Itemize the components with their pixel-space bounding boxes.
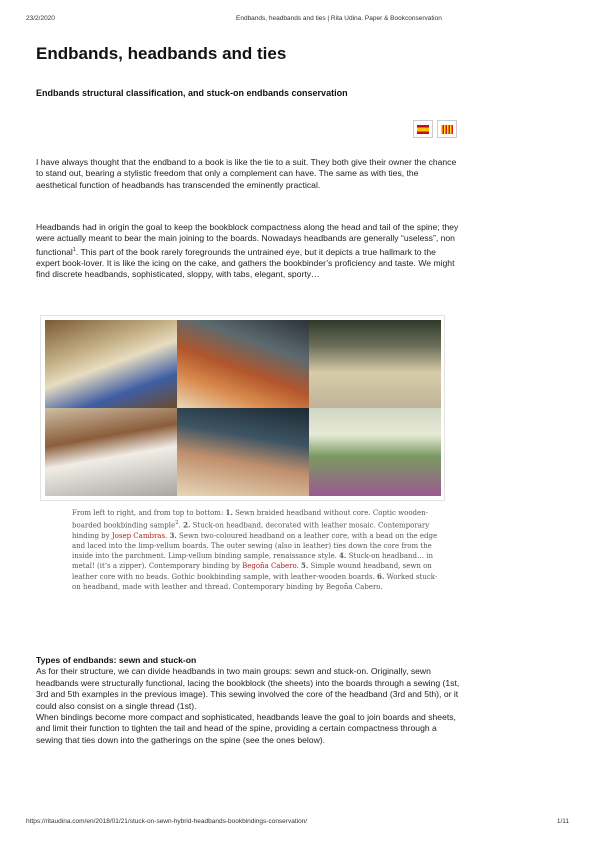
photo-two-coloured-headband[interactable] <box>309 320 441 408</box>
print-date: 23/2/2020 <box>26 15 55 22</box>
photo-zipper-headband[interactable] <box>45 408 177 496</box>
photo-worked-headband[interactable] <box>309 408 441 496</box>
section-heading: Types of endbands: sewn and stuck-on <box>36 655 197 665</box>
photo-braided-headband[interactable] <box>45 320 177 408</box>
page-number: 1/11 <box>556 818 569 825</box>
footnote-ref-2[interactable]: 2 <box>175 520 179 527</box>
section-paragraph-2: When bindings become more compact and sophisticated, headbands leave the goal to join boards and sheets, and limit their function to tighten the tail and head of the spine, providing a certain compactness through a sewing that ties down into the gatherings on the spine (see the ones below). <box>36 712 456 745</box>
print-page-title: Endbands, headbands and ties | Rita Udina. Paper & Bookconservation <box>236 15 442 22</box>
article-title: Endbands, headbands and ties <box>36 44 287 63</box>
article-subtitle: Endbands structural classification, and stuck-on endbands conservation <box>36 88 348 98</box>
second-paragraph: Headbands had in origin the goal to keep the bookblock compactness along the head and tail of the spine; they were actually meant to bear the main joining to the boards. Nowadays headbands are generally “useless”, non functional$^1$. This part of the book rarely foregrounds the untrained eye, but it depicts a true hallmark to the expert book-lover. It is like the icing on the cake, and gathers the bookbinder’s proficiency and taste. We might find discrete headbands, sophisticated, sloppy, with tabs, elegant, sporty… <box>36 222 459 280</box>
mosaic-caption: From left to right, and from top to bottom: 1. Sewn braided headband without core. Coptic wooden-boarded bookbinding sample$^2$. 2. Stuck-on headband, decorated with leather mosaic. Contemporary binding by Josep Cambras. 3. Sewn two-coloured headband on a leather core, with a bead on the edge and laced into the limp-vellum boards. The outer sewing (also in leather) ties down the core from the inside into the parchment. Limp-vellum binding sample, renaissance style. 4. Stuck-on headband… in metal! (it’s a zipper). Contemporary binding by Begoña Cabero. 5. Simple wound headband, sewn on leather core with no beads. Gothic bookbinding sample, with leather-wooden boards. 6. Worked stuck-on headband, made with leather and thread. Contemporary binding by Begoña Cabero. <box>72 508 438 591</box>
types-section <box>36 655 460 746</box>
print-url: https://ritaudina.com/en/2018/01/21/stuck-on-sewn-hybrid-headbands-bookbindings-conservation/ <box>26 818 308 825</box>
language-switcher <box>413 120 457 138</box>
photo-mosaic-headband[interactable] <box>177 320 309 408</box>
link-begona-cabero[interactable]: Begoña Cabero <box>242 562 297 571</box>
section-paragraph-1: As for their structure, we can divide headbands in two main groups: sewn and stuck-on. Originally, sewn headbands were structurally functional, lacing the bookblock (the sheets) into the boards through a sewing (1st, 3rd and 5th examples in the previous image). This sewing involved the core of the headband (3rd and 5th), or it could also consist on a single thread (1st). <box>36 666 460 711</box>
intro-paragraph: I have always thought that the endband to a book is like the tie to a suit. They both give their owner the chance to stand out, bearing a stylistic freedom that only a complement can have. The same as with ties, the aesthetical function of headbands has transcended the eminently practical. <box>36 157 457 190</box>
spanish-flag-icon[interactable] <box>413 120 433 138</box>
endbands-photo-mosaic <box>40 315 445 501</box>
catalan-flag-icon[interactable] <box>437 120 457 138</box>
photo-wound-headband[interactable] <box>177 408 309 496</box>
footnote-ref-1[interactable]: 1 <box>72 246 76 253</box>
link-stuck-on[interactable]: stuck-on <box>333 666 367 677</box>
link-josep-cambras[interactable]: Josep Cambras <box>111 531 166 540</box>
link-sewn[interactable]: sewn <box>294 666 315 677</box>
